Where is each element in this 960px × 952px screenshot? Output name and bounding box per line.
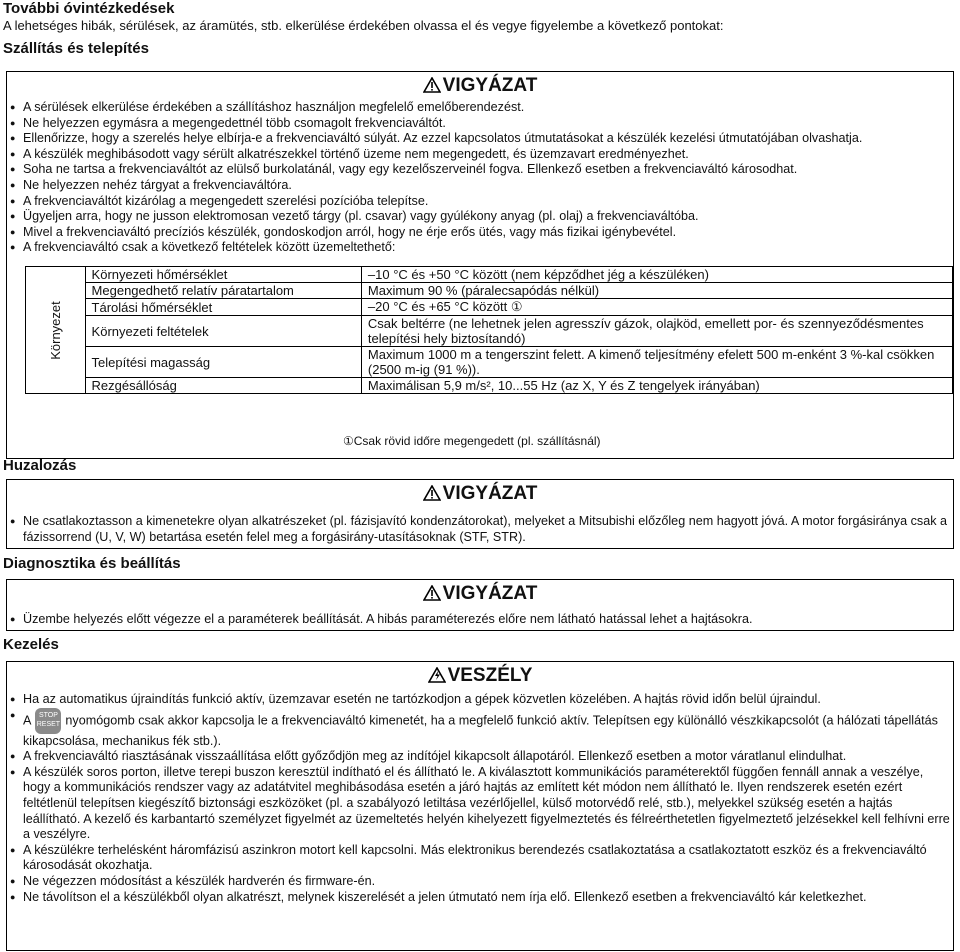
table-row [26, 267, 953, 283]
list-item: ● A készülékre terhelésként háromfázisú aszinkron motort kell kapcsolni. Más elektronikus berendezés csatlakoztatása a csatlakoztatott eszköz és a frekvenciaváltó károsodását okozhatja. [7, 843, 953, 874]
env-value-cell: –10 °C és +50 °C között (nem képződhet jég a készüléken) [361, 267, 952, 283]
env-value-cell: Maximum 1000 m a tengerszint felett. A kimenő teljesítmény efelett 500 m-enként 3 %-kal csökken (2500 m-ig (91 %)). [361, 347, 952, 378]
warning-triangle-icon [423, 585, 441, 601]
list-item: ● Ne távolítson el a készülékből olyan alkatrészt, melynek kiszerelését a jelen útmutató nem írja elő. Ellenkező esetben a frekvenciaváltó kár keletkezhet. [7, 890, 953, 906]
list-item-text: nyomógomb csak akkor kapcsolja le a frekvenciaváltó kimenetét, ha a megfelelő funkció aktív. Telepítsen egy különálló vészkikapcsolót (a hálózati tápellátás kikapcsolása, mechanikus fék stb.). [23, 712, 938, 748]
list-item: ● Ügyeljen arra, hogy ne jusson elektromosan vezető tárgy (pl. csavar) vagy gyúlékony anyag (pl. olaj) a frekvenciaváltóba. [7, 209, 953, 225]
page-title: További óvintézkedések [3, 0, 175, 17]
caution-title: VIGYÁZAT [442, 75, 538, 96]
intro-text: A lehetséges hibák, sérülések, az áramütés, stb. elkerülése érdekében olvassa el és vegye figyelembe a következő pontokat: [3, 18, 724, 33]
env-label-cell: Megengedhető relatív páratartalom [85, 283, 361, 299]
operation-bullet-list [7, 692, 953, 905]
list-item: ● Mivel a frekvenciaváltó precíziós készülék, gondoskodjon arról, hogy ne érje erős ütés, vagy más fizikai igénybevétel. [7, 225, 953, 241]
table-row [26, 378, 953, 394]
section-heading-transport: Szállítás és telepítés [3, 40, 149, 57]
list-item: ● Ellenőrizze, hogy a szerelés helye elbírja-e a frekvenciaváltó súlyát. Az ezzel kapcsolatos útmutatásokat a készülék kezelési útmutatójában olvashatja. [7, 131, 953, 147]
section-heading-operation: Kezelés [3, 636, 59, 653]
env-label-cell: Környezeti feltételek [85, 316, 361, 347]
list-item: ● A készülék meghibásodott vagy sérült alkatrészekkel történő üzeme nem megengedett, és üzemzavart eredményezhet. [7, 147, 953, 163]
section-heading-wiring: Huzalozás [3, 457, 77, 474]
environment-side-label: Környezet [26, 267, 86, 394]
list-item: ● A frekvenciaváltó csak a következő feltételek között üzemeltethető: [7, 240, 953, 256]
env-label-cell: Rezgésállóság [85, 378, 361, 394]
caution-box-transport [6, 71, 954, 459]
list-item: ● A frekvenciaváltót kizárólag a megengedett szerelési pozícióba telepítse. [7, 194, 953, 210]
environment-table [25, 266, 953, 394]
caution-title: VIGYÁZAT [442, 583, 538, 604]
list-item: ● Ne csatlakoztasson a kimenetekre olyan alkatrészeket (pl. fázisjavító kondenzátorokat), melyeket a Mitsubishi előzőleg nem hagyott jóvá. A motor forgásiránya csak a fázissorrend (U, V, W) betartása esetén felel meg a forgásirány-utasításoknak (STF, STR). [7, 514, 953, 545]
warning-triangle-icon [423, 485, 441, 501]
table-row [26, 347, 953, 378]
table-row [26, 299, 953, 316]
env-value-cell: Maximum 90 % (páralecsapódás nélkül) [361, 283, 952, 299]
env-label-cell: Tárolási hőmérséklet [85, 299, 361, 316]
wiring-bullet-list [7, 514, 953, 545]
list-item: ● A sérülések elkerülése érdekében a szállításhoz használjon megfelelő emelőberendezést. [7, 100, 953, 116]
footnote: ①Csak rövid időre megengedett (pl. szállításnál) [343, 434, 601, 448]
list-item: ● A frekvenciaváltó riasztásának visszaállítása előtt győződjön meg az indítójel kikapcsolt állapotáról. Ellenkező esetben a motor váratlanul elindulhat. [7, 749, 953, 765]
env-label-cell: Környezeti hőmérséklet [85, 267, 361, 283]
table-row [26, 316, 953, 347]
transport-bullet-list [7, 100, 953, 256]
caution-box-wiring [6, 479, 954, 549]
list-item [7, 708, 953, 750]
env-label-cell: Telepítési magasság [85, 347, 361, 378]
caution-title: VIGYÁZAT [442, 483, 538, 504]
list-item: ● Ne helyezzen nehéz tárgyat a frekvenciaváltóra. [7, 178, 953, 194]
env-value-cell: Csak beltérre (ne lehetnek jelen agresszív gázok, olajköd, emellett por- és szennyeződésmentes telepítési hely biztosítandó) [361, 316, 952, 347]
env-value-cell: Maximálisan 5,9 m/s², 10...55 Hz (az X, Y és Z tengelyek irányában) [361, 378, 952, 394]
env-value-cell: –20 °C és +65 °C között ① [361, 299, 952, 316]
list-item: ● Ne helyezzen egymásra a megengedettnél több csomagolt frekvenciaváltót. [7, 116, 953, 132]
list-item: ● Ha az automatikus újraindítás funkció aktív, üzemzavar esetén ne tartózkodjon a gépek közvetlen közelében. A hajtás rövid időn belül újraindul. [7, 692, 953, 708]
list-item: ● Ne végezzen módosítást a készülék hardverén és firmware-én. [7, 874, 953, 890]
stop-reset-key-icon: STOP RESET [35, 708, 61, 734]
diagnostics-bullet-list [7, 612, 953, 628]
list-item: ● Soha ne tartsa a frekvenciaváltót az elülső burkolatánál, vagy egy kezelőszerveinél fogva. Ellenkező esetben a frekvenciaváltó károsodhat. [7, 162, 953, 178]
warning-triangle-icon [423, 77, 441, 93]
table-row [26, 283, 953, 299]
danger-title: VESZÉLY [447, 665, 533, 686]
danger-box-operation [6, 661, 954, 951]
list-item: ● A készülék soros porton, illetve terepi buszon keresztül indítható el és állítható le. A kiválasztott kommunikációs paraméterektől függően fennáll annak a veszélye, hogy a kommunikációs rendszer vagy az adatátvitel meghibásodása esetén a járó hajtás az említett két módon nem állítható le. Ilyen rendszerek esetén ezért feltétlenül telepítsen kiegészítő biztonsági eszközöket (pl. a szabályozó letiltása vezérlőjellel, külső motorvédő relé, stb.), melyekkel szükség esetén a hajtás leállítható. A kezelő és karbantartó személyzet figyelmét az üzemeltetés helyén kihelyezett figyelmeztetés és félreérthetetlen figyelmeztető jelzésekkel kell felhívni erre a veszélyre. [7, 765, 953, 843]
list-item: ● Üzembe helyezés előtt végezze el a paraméterek beállítását. A hibás paraméterezés előre nem látható hatással lehet a hajtásokra. [7, 612, 953, 628]
stop-prefix: A [23, 712, 32, 727]
danger-triangle-icon [428, 667, 446, 683]
section-heading-diagnostics: Diagnosztika és beállítás [3, 555, 181, 572]
caution-box-diagnostics [6, 579, 954, 631]
